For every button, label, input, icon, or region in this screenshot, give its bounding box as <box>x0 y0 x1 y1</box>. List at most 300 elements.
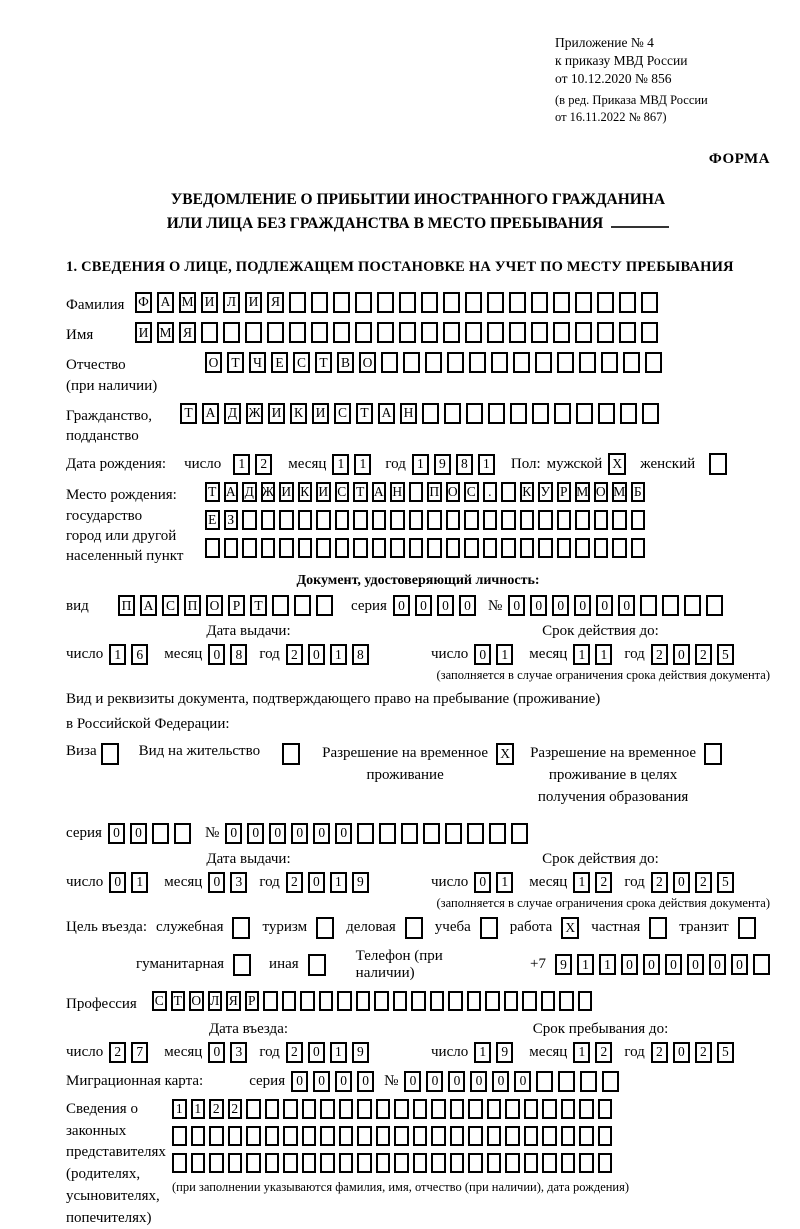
char-cell[interactable]: 0 <box>474 644 491 665</box>
char-cell[interactable] <box>399 322 416 343</box>
char-cell[interactable]: 0 <box>426 1071 443 1092</box>
char-cell[interactable] <box>319 991 334 1011</box>
char-cell[interactable]: 2 <box>595 1042 612 1063</box>
char-cell[interactable] <box>491 352 508 373</box>
char-cell[interactable]: 0 <box>492 1071 509 1092</box>
char-cell[interactable] <box>465 292 482 313</box>
char-cell[interactable]: Л <box>223 292 240 313</box>
char-cell[interactable] <box>579 1126 594 1146</box>
char-cell[interactable]: 0 <box>108 823 125 844</box>
char-cell[interactable]: 5 <box>717 1042 734 1063</box>
char-cell[interactable]: 8 <box>352 644 369 665</box>
char-cell[interactable] <box>561 1099 576 1119</box>
char-cell[interactable]: 1 <box>595 644 612 665</box>
char-cell[interactable] <box>446 538 461 558</box>
doc-number-cells[interactable] <box>508 595 723 616</box>
char-cell[interactable] <box>443 322 460 343</box>
char-cell[interactable] <box>505 1126 520 1146</box>
char-cell[interactable]: 8 <box>230 644 247 665</box>
stay-day-cells[interactable] <box>474 1042 513 1063</box>
char-cell[interactable] <box>753 954 770 975</box>
char-cell[interactable] <box>559 991 574 1011</box>
purpose-private-checkbox[interactable] <box>649 917 667 939</box>
birthplace-cells-row1[interactable] <box>205 482 645 502</box>
char-cell[interactable]: И <box>279 482 294 502</box>
char-cell[interactable] <box>357 1099 372 1119</box>
purpose-humanitarian-checkbox[interactable] <box>233 954 251 976</box>
char-cell[interactable]: 2 <box>595 872 612 893</box>
char-cell[interactable] <box>483 538 498 558</box>
char-cell[interactable] <box>465 322 482 343</box>
char-cell[interactable] <box>224 538 239 558</box>
doc-issue-year-cells[interactable] <box>286 644 369 665</box>
char-cell[interactable] <box>172 1126 187 1146</box>
char-cell[interactable] <box>579 1099 594 1119</box>
char-cell[interactable] <box>443 292 460 313</box>
char-cell[interactable] <box>580 1071 597 1092</box>
char-cell[interactable]: Р <box>557 482 572 502</box>
female-checkbox[interactable] <box>709 453 727 475</box>
char-cell[interactable] <box>557 352 574 373</box>
char-cell[interactable] <box>320 1126 335 1146</box>
char-cell[interactable]: 2 <box>695 872 712 893</box>
char-cell[interactable]: Т <box>250 595 267 616</box>
stay-year-cells[interactable] <box>651 1042 734 1063</box>
char-cell[interactable]: А <box>202 403 219 424</box>
purpose-study-checkbox[interactable] <box>480 917 498 939</box>
char-cell[interactable]: 2 <box>651 1042 668 1063</box>
patronymic-cells[interactable] <box>205 352 662 373</box>
char-cell[interactable]: 9 <box>496 1042 513 1063</box>
char-cell[interactable] <box>302 1126 317 1146</box>
char-cell[interactable] <box>403 352 420 373</box>
doc-expiry-month-cells[interactable] <box>573 644 612 665</box>
char-cell[interactable] <box>487 1126 502 1146</box>
char-cell[interactable]: С <box>152 991 167 1011</box>
char-cell[interactable]: 1 <box>330 1042 347 1063</box>
char-cell[interactable]: 1 <box>412 454 429 475</box>
temp-permit-checkbox[interactable]: X <box>496 743 514 765</box>
char-cell[interactable]: И <box>201 292 218 313</box>
char-cell[interactable] <box>553 322 570 343</box>
char-cell[interactable]: 0 <box>459 595 476 616</box>
entry-year-cells[interactable] <box>286 1042 369 1063</box>
char-cell[interactable] <box>557 510 572 530</box>
char-cell[interactable] <box>242 510 257 530</box>
birth-month-cells[interactable] <box>332 454 371 475</box>
char-cell[interactable] <box>598 1099 613 1119</box>
char-cell[interactable]: 1 <box>172 1099 187 1119</box>
char-cell[interactable]: 0 <box>508 595 525 616</box>
char-cell[interactable]: 9 <box>352 872 369 893</box>
char-cell[interactable] <box>531 292 548 313</box>
char-cell[interactable] <box>333 322 350 343</box>
char-cell[interactable] <box>597 292 614 313</box>
char-cell[interactable] <box>578 991 593 1011</box>
char-cell[interactable]: 2 <box>286 872 303 893</box>
doc-expiry-day-cells[interactable] <box>474 644 513 665</box>
char-cell[interactable] <box>282 991 297 1011</box>
phone-cells[interactable] <box>555 954 770 975</box>
permit-expiry-day-cells[interactable] <box>474 872 513 893</box>
char-cell[interactable] <box>561 1126 576 1146</box>
char-cell[interactable] <box>279 510 294 530</box>
char-cell[interactable] <box>223 322 240 343</box>
doc-issue-day-cells[interactable] <box>109 644 148 665</box>
char-cell[interactable] <box>423 823 440 844</box>
char-cell[interactable] <box>501 538 516 558</box>
char-cell[interactable] <box>468 1099 483 1119</box>
char-cell[interactable] <box>538 538 553 558</box>
char-cell[interactable] <box>558 1071 575 1092</box>
char-cell[interactable]: 0 <box>247 823 264 844</box>
char-cell[interactable] <box>448 991 463 1011</box>
char-cell[interactable] <box>337 991 352 1011</box>
char-cell[interactable]: Н <box>400 403 417 424</box>
char-cell[interactable]: 0 <box>130 823 147 844</box>
char-cell[interactable]: 0 <box>474 872 491 893</box>
char-cell[interactable] <box>356 991 371 1011</box>
char-cell[interactable] <box>298 510 313 530</box>
char-cell[interactable]: Ф <box>135 292 152 313</box>
char-cell[interactable]: С <box>293 352 310 373</box>
char-cell[interactable]: О <box>359 352 376 373</box>
char-cell[interactable] <box>413 1126 428 1146</box>
char-cell[interactable]: 6 <box>131 644 148 665</box>
char-cell[interactable]: О <box>206 595 223 616</box>
entry-month-cells[interactable] <box>208 1042 247 1063</box>
char-cell[interactable]: Т <box>227 352 244 373</box>
char-cell[interactable] <box>311 322 328 343</box>
char-cell[interactable]: 0 <box>109 872 126 893</box>
char-cell[interactable]: Т <box>180 403 197 424</box>
char-cell[interactable] <box>501 510 516 530</box>
char-cell[interactable] <box>353 510 368 530</box>
char-cell[interactable]: М <box>612 482 627 502</box>
char-cell[interactable]: 0 <box>673 644 690 665</box>
char-cell[interactable]: 1 <box>109 644 126 665</box>
char-cell[interactable] <box>450 1126 465 1146</box>
char-cell[interactable] <box>619 292 636 313</box>
char-cell[interactable] <box>242 538 257 558</box>
char-cell[interactable] <box>302 1099 317 1119</box>
purpose-other-checkbox[interactable] <box>308 954 326 976</box>
char-cell[interactable] <box>390 510 405 530</box>
char-cell[interactable]: Л <box>208 991 223 1011</box>
char-cell[interactable] <box>554 403 571 424</box>
char-cell[interactable] <box>265 1099 280 1119</box>
char-cell[interactable] <box>409 538 424 558</box>
char-cell[interactable]: 1 <box>332 454 349 475</box>
char-cell[interactable]: 0 <box>530 595 547 616</box>
char-cell[interactable] <box>524 1126 539 1146</box>
char-cell[interactable]: 0 <box>673 1042 690 1063</box>
char-cell[interactable]: И <box>268 403 285 424</box>
char-cell[interactable]: Т <box>356 403 373 424</box>
char-cell[interactable] <box>316 510 331 530</box>
residence-checkbox[interactable] <box>282 743 300 765</box>
char-cell[interactable] <box>513 352 530 373</box>
char-cell[interactable] <box>487 322 504 343</box>
char-cell[interactable] <box>505 1099 520 1119</box>
char-cell[interactable] <box>411 991 426 1011</box>
char-cell[interactable]: . <box>483 482 498 502</box>
char-cell[interactable] <box>390 538 405 558</box>
char-cell[interactable] <box>522 991 537 1011</box>
char-cell[interactable] <box>520 510 535 530</box>
char-cell[interactable] <box>431 1099 446 1119</box>
char-cell[interactable]: А <box>378 403 395 424</box>
char-cell[interactable] <box>316 538 331 558</box>
char-cell[interactable]: И <box>135 322 152 343</box>
char-cell[interactable] <box>706 595 723 616</box>
char-cell[interactable] <box>427 510 442 530</box>
permit-expiry-month-cells[interactable] <box>573 872 612 893</box>
char-cell[interactable] <box>355 292 372 313</box>
char-cell[interactable] <box>466 403 483 424</box>
char-cell[interactable] <box>335 510 350 530</box>
char-cell[interactable]: 0 <box>291 823 308 844</box>
char-cell[interactable] <box>612 510 627 530</box>
char-cell[interactable]: М <box>157 322 174 343</box>
char-cell[interactable]: 0 <box>313 823 330 844</box>
char-cell[interactable] <box>174 823 191 844</box>
char-cell[interactable] <box>598 403 615 424</box>
char-cell[interactable]: 0 <box>709 954 726 975</box>
char-cell[interactable]: А <box>140 595 157 616</box>
char-cell[interactable] <box>501 482 516 502</box>
char-cell[interactable]: А <box>224 482 239 502</box>
birthplace-cells-row3[interactable] <box>205 538 645 558</box>
char-cell[interactable] <box>289 322 306 343</box>
char-cell[interactable] <box>542 1126 557 1146</box>
doc-series-cells[interactable] <box>393 595 476 616</box>
char-cell[interactable]: 1 <box>330 644 347 665</box>
char-cell[interactable] <box>446 510 461 530</box>
char-cell[interactable] <box>279 538 294 558</box>
char-cell[interactable] <box>509 292 526 313</box>
char-cell[interactable] <box>205 538 220 558</box>
permit-issue-day-cells[interactable] <box>109 872 148 893</box>
char-cell[interactable]: О <box>446 482 461 502</box>
char-cell[interactable] <box>542 1099 557 1119</box>
char-cell[interactable] <box>468 1126 483 1146</box>
purpose-tourism-checkbox[interactable] <box>316 917 334 939</box>
char-cell[interactable] <box>228 1126 243 1146</box>
char-cell[interactable] <box>467 823 484 844</box>
char-cell[interactable]: Д <box>224 403 241 424</box>
char-cell[interactable] <box>557 538 572 558</box>
edu-permit-checkbox[interactable] <box>704 743 722 765</box>
char-cell[interactable]: 0 <box>618 595 635 616</box>
char-cell[interactable]: 2 <box>695 644 712 665</box>
char-cell[interactable] <box>246 1126 261 1146</box>
char-cell[interactable] <box>642 403 659 424</box>
char-cell[interactable]: С <box>162 595 179 616</box>
char-cell[interactable] <box>631 510 646 530</box>
permit-issue-year-cells[interactable] <box>286 872 369 893</box>
char-cell[interactable] <box>376 1126 391 1146</box>
char-cell[interactable] <box>575 538 590 558</box>
char-cell[interactable]: 1 <box>573 644 590 665</box>
char-cell[interactable]: Т <box>315 352 332 373</box>
char-cell[interactable] <box>623 352 640 373</box>
char-cell[interactable] <box>261 510 276 530</box>
char-cell[interactable] <box>422 403 439 424</box>
permit-expiry-year-cells[interactable] <box>651 872 734 893</box>
birth-day-cells[interactable] <box>233 454 272 475</box>
char-cell[interactable] <box>631 538 646 558</box>
permit-issue-month-cells[interactable] <box>208 872 247 893</box>
char-cell[interactable]: 5 <box>717 872 734 893</box>
char-cell[interactable] <box>531 322 548 343</box>
char-cell[interactable] <box>300 991 315 1011</box>
char-cell[interactable] <box>335 538 350 558</box>
char-cell[interactable]: Н <box>390 482 405 502</box>
char-cell[interactable]: 2 <box>651 644 668 665</box>
char-cell[interactable] <box>509 322 526 343</box>
char-cell[interactable]: О <box>189 991 204 1011</box>
char-cell[interactable] <box>575 322 592 343</box>
char-cell[interactable] <box>489 823 506 844</box>
char-cell[interactable] <box>575 292 592 313</box>
char-cell[interactable] <box>598 1126 613 1146</box>
permit-number-cells[interactable] <box>225 823 528 844</box>
char-cell[interactable] <box>645 352 662 373</box>
char-cell[interactable]: 2 <box>255 454 272 475</box>
char-cell[interactable]: Я <box>179 322 196 343</box>
char-cell[interactable] <box>430 991 445 1011</box>
purpose-official-checkbox[interactable] <box>232 917 250 939</box>
purpose-transit-checkbox[interactable] <box>738 917 756 939</box>
char-cell[interactable]: 0 <box>470 1071 487 1092</box>
char-cell[interactable] <box>372 510 387 530</box>
char-cell[interactable] <box>401 823 418 844</box>
char-cell[interactable]: 2 <box>209 1099 224 1119</box>
char-cell[interactable] <box>409 482 424 502</box>
char-cell[interactable]: 0 <box>731 954 748 975</box>
char-cell[interactable] <box>520 538 535 558</box>
char-cell[interactable] <box>311 292 328 313</box>
char-cell[interactable]: 1 <box>496 872 513 893</box>
char-cell[interactable] <box>191 1126 206 1146</box>
char-cell[interactable] <box>575 510 590 530</box>
doc-issue-month-cells[interactable] <box>208 644 247 665</box>
char-cell[interactable]: 1 <box>474 1042 491 1063</box>
char-cell[interactable]: Т <box>205 482 220 502</box>
char-cell[interactable] <box>532 403 549 424</box>
char-cell[interactable]: 9 <box>352 1042 369 1063</box>
char-cell[interactable]: 9 <box>434 454 451 475</box>
char-cell[interactable] <box>339 1099 354 1119</box>
char-cell[interactable] <box>601 352 618 373</box>
char-cell[interactable]: М <box>575 482 590 502</box>
char-cell[interactable]: 0 <box>596 595 613 616</box>
char-cell[interactable]: 0 <box>687 954 704 975</box>
char-cell[interactable]: 0 <box>357 1071 374 1092</box>
char-cell[interactable] <box>320 1099 335 1119</box>
char-cell[interactable]: С <box>464 482 479 502</box>
char-cell[interactable] <box>381 352 398 373</box>
migration-series-cells[interactable] <box>291 1071 374 1092</box>
char-cell[interactable] <box>602 1071 619 1092</box>
male-checkbox[interactable]: X <box>608 453 626 475</box>
char-cell[interactable]: А <box>372 482 387 502</box>
char-cell[interactable] <box>504 991 519 1011</box>
char-cell[interactable] <box>467 991 482 1011</box>
char-cell[interactable] <box>353 538 368 558</box>
char-cell[interactable] <box>597 322 614 343</box>
char-cell[interactable] <box>594 538 609 558</box>
representatives-cells-row2[interactable] <box>172 1126 629 1146</box>
char-cell[interactable]: 0 <box>665 954 682 975</box>
migration-number-cells[interactable] <box>404 1071 619 1092</box>
char-cell[interactable]: 0 <box>308 1042 325 1063</box>
citizenship-cells[interactable] <box>180 403 659 424</box>
char-cell[interactable] <box>246 1099 261 1119</box>
char-cell[interactable] <box>487 1099 502 1119</box>
char-cell[interactable]: 0 <box>313 1071 330 1092</box>
char-cell[interactable] <box>425 352 442 373</box>
char-cell[interactable] <box>579 352 596 373</box>
doc-expiry-year-cells[interactable] <box>651 644 734 665</box>
char-cell[interactable] <box>267 322 284 343</box>
char-cell[interactable]: С <box>334 403 351 424</box>
char-cell[interactable]: 2 <box>286 1042 303 1063</box>
char-cell[interactable]: 0 <box>308 644 325 665</box>
char-cell[interactable]: 1 <box>599 954 616 975</box>
char-cell[interactable]: 3 <box>230 872 247 893</box>
char-cell[interactable] <box>538 510 553 530</box>
char-cell[interactable] <box>684 595 701 616</box>
char-cell[interactable] <box>469 352 486 373</box>
char-cell[interactable]: Е <box>271 352 288 373</box>
char-cell[interactable] <box>619 322 636 343</box>
char-cell[interactable]: С <box>335 482 350 502</box>
profession-cells[interactable] <box>152 991 592 1011</box>
char-cell[interactable] <box>427 538 442 558</box>
char-cell[interactable] <box>333 292 350 313</box>
char-cell[interactable]: 7 <box>131 1042 148 1063</box>
char-cell[interactable]: Б <box>631 482 646 502</box>
char-cell[interactable]: 0 <box>404 1071 421 1092</box>
char-cell[interactable] <box>641 292 658 313</box>
char-cell[interactable] <box>339 1126 354 1146</box>
permit-series-cells[interactable] <box>108 823 191 844</box>
char-cell[interactable]: К <box>290 403 307 424</box>
char-cell[interactable]: Т <box>171 991 186 1011</box>
char-cell[interactable]: 0 <box>269 823 286 844</box>
char-cell[interactable] <box>263 991 278 1011</box>
char-cell[interactable] <box>377 292 394 313</box>
char-cell[interactable]: 1 <box>478 454 495 475</box>
char-cell[interactable]: Ч <box>249 352 266 373</box>
char-cell[interactable]: 1 <box>577 954 594 975</box>
char-cell[interactable] <box>662 595 679 616</box>
char-cell[interactable] <box>450 1099 465 1119</box>
char-cell[interactable] <box>372 538 387 558</box>
char-cell[interactable]: 1 <box>330 872 347 893</box>
char-cell[interactable]: П <box>184 595 201 616</box>
char-cell[interactable] <box>535 352 552 373</box>
char-cell[interactable] <box>357 1126 372 1146</box>
birthplace-cells-row2[interactable] <box>205 510 645 530</box>
char-cell[interactable]: Ж <box>261 482 276 502</box>
char-cell[interactable]: П <box>427 482 442 502</box>
char-cell[interactable] <box>399 292 416 313</box>
char-cell[interactable]: Р <box>228 595 245 616</box>
char-cell[interactable]: 0 <box>208 644 225 665</box>
